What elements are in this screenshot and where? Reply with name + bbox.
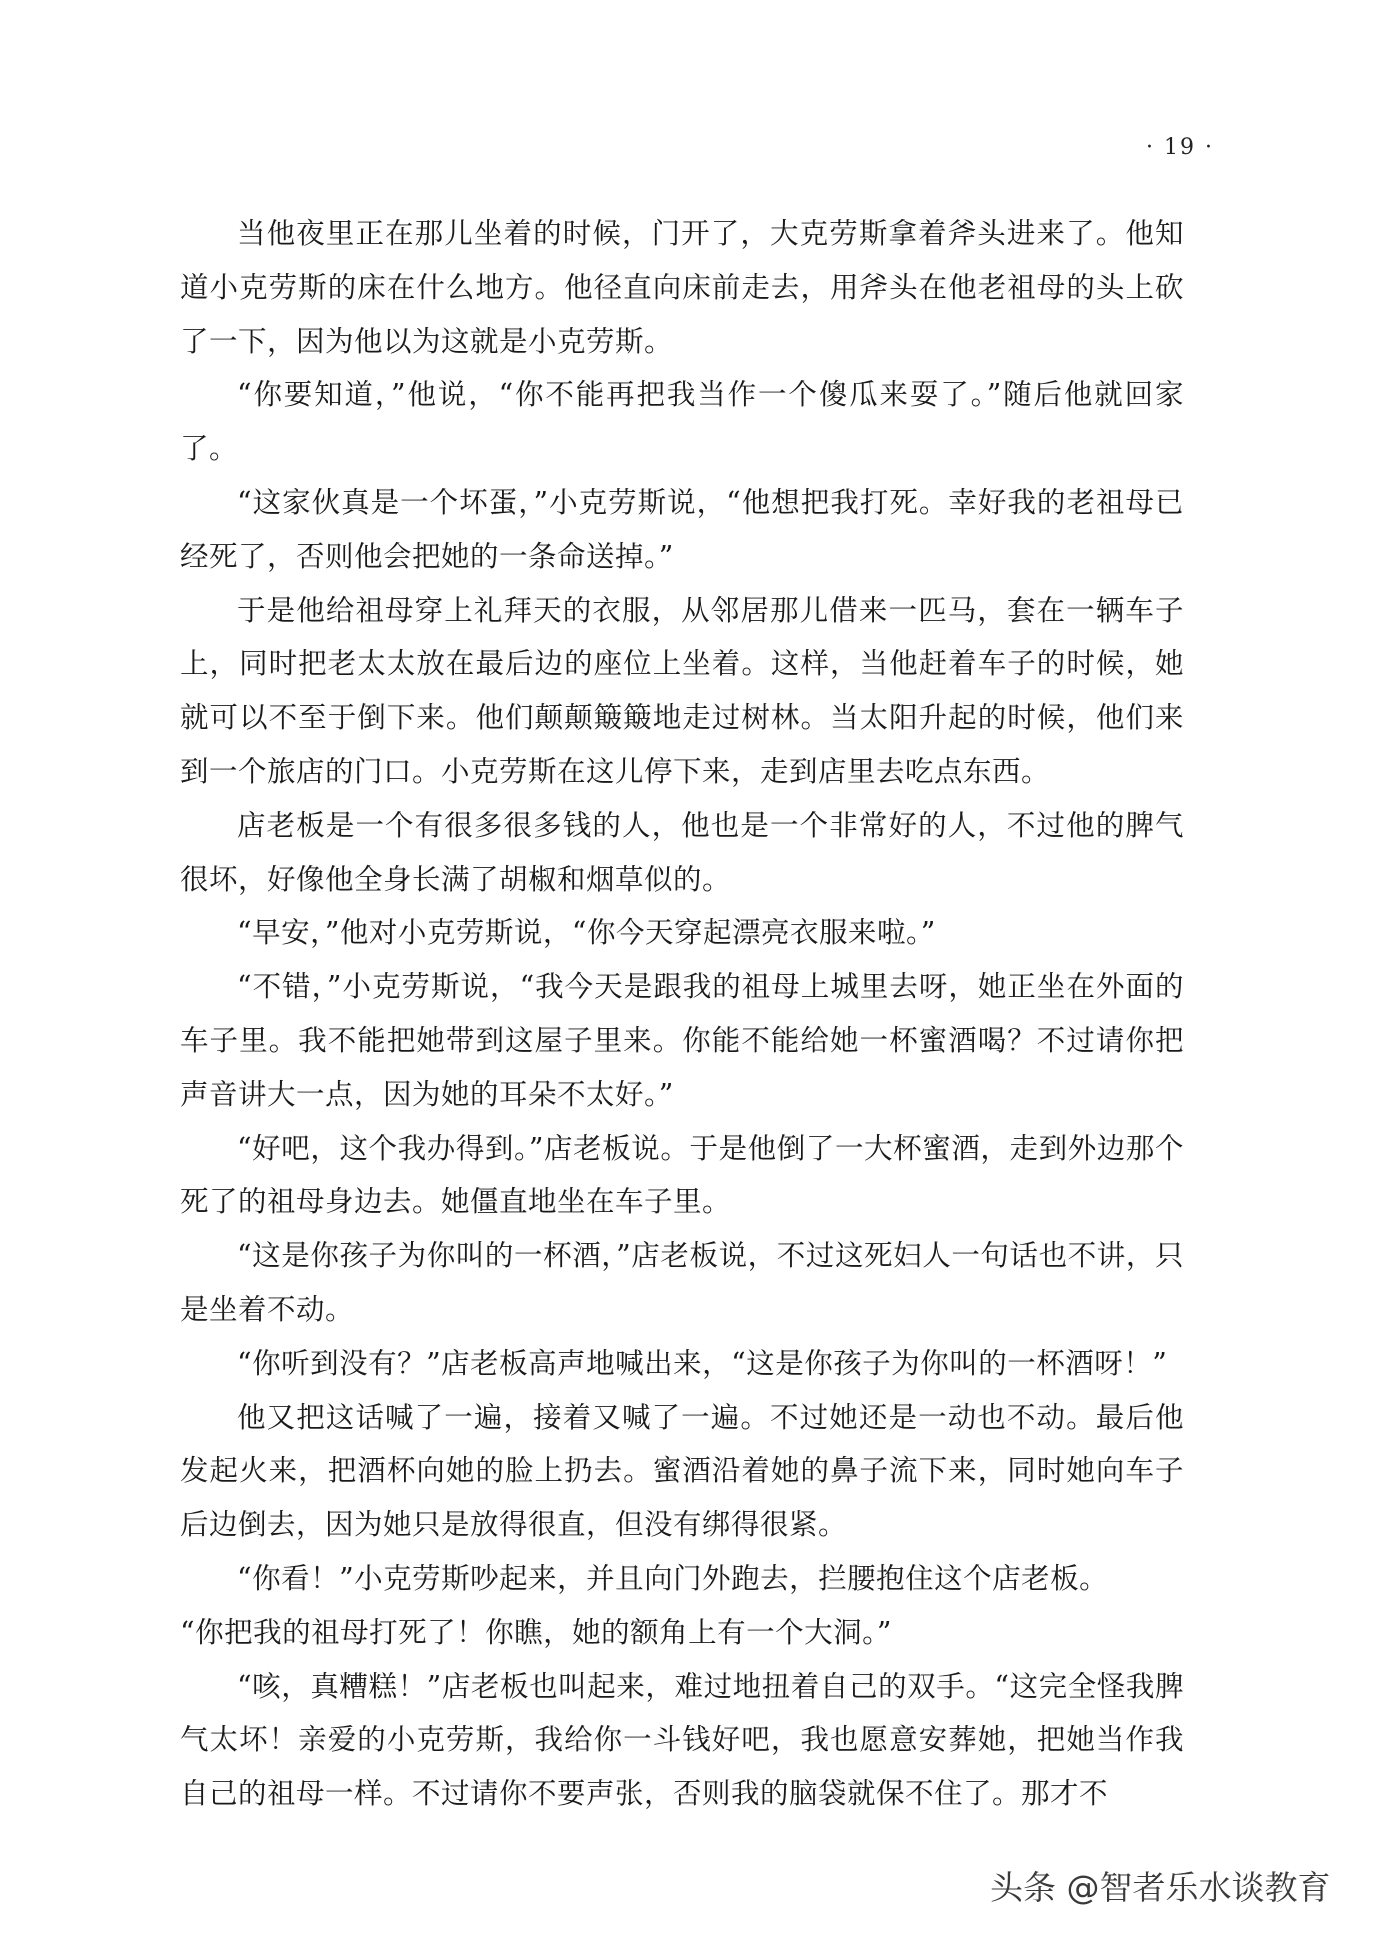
paragraph: “好吧，这个我办得到。”店老板说。于是他倒了一大杯蜜酒，走到外边那个死了的祖母身边去。她僵直地坐在车子里。 [180, 1131, 1184, 1219]
paragraph: “你听到没有？”店老板高声地喊出来，“这是你孩子为你叫的一杯酒呀！” [237, 1346, 1168, 1380]
page-number: · 19 · [1146, 135, 1214, 160]
paragraph: 店老板是一个有很多很多钱的人，他也是一个非常好的人，不过他的脾气很坏，好像他全身长满了胡椒和烟草似的。 [180, 808, 1184, 896]
paragraph: “咳，真糟糕！”店老板也叫起来，难过地扭着自己的双手。“这完全怪我脾气太坏！亲爱的小克劳斯，我给你一斗钱好吧，我也愿意安葬她，把她当作我自己的祖母一样。不过请你不要声张，否则我的脑袋就保不住了。那才不 [180, 1669, 1184, 1811]
paragraph: “这是你孩子为你叫的一杯酒，”店老板说，不过这死妇人一句话也不讲，只是坐着不动。 [180, 1239, 1184, 1326]
paragraph: “这家伙真是一个坏蛋，”小克劳斯说，“他想把我打死。幸好我的老祖母已经死了，否则他会把她的一条命送掉。” [180, 485, 1184, 573]
watermark: 头条 @智者乐水谈教育 [990, 1868, 1331, 1907]
paragraph: “不错，”小克劳斯说，“我今天是跟我的祖母上城里去呀，她正坐在外面的车子里。我不能把她带到这屋子里来。你能不能给她一杯蜜酒喝？不过请你把声音讲大一点，因为她的耳朵不太好。” [180, 970, 1184, 1111]
paragraph: 于是他给祖母穿上礼拜天的衣服，从邻居那儿借来一匹马，套在一辆车子上，同时把老太太放在最后边的座位上坐着。这样，当他赶着车子的时候，她就可以不至于倒下来。他们颠颠簸簸地走过树林。当太阳升起的时候，他们来到一个旅店的门口。小克劳斯在这儿停下来，走到店里去吃点东西。 [180, 593, 1184, 788]
body-text [180, 207, 1184, 1821]
paragraph: 当他夜里正在那儿坐着的时候，门开了，大克劳斯拿着斧头进来了。他知道小克劳斯的床在什么地方。他径直向床前走去，用斧头在他老祖母的头上砍了一下，因为他以为这就是小克劳斯。 [180, 217, 1184, 358]
paragraph: 他又把这话喊了一遍，接着又喊了一遍。不过她还是一动也不动。最后他发起火来，把酒杯向她的脸上扔去。蜜酒沿着她的鼻子流下来，同时她向车子后边倒去，因为她只是放得很直，但没有绑得很紧。 [180, 1400, 1184, 1542]
paragraph: “你要知道，”他说，“你不能再把我当作一个傻瓜来耍了。”随后他就回家了。 [180, 378, 1184, 466]
paragraph: “早安，”他对小克劳斯说，“你今天穿起漂亮衣服来啦。” [237, 916, 936, 950]
paragraph: “你把我的祖母打死了！你瞧，她的额角上有一个大洞。” [180, 1615, 892, 1649]
paragraph: “你看！”小克劳斯吵起来，并且向门外跑去，拦腰抱住这个店老板。 [237, 1561, 1109, 1595]
